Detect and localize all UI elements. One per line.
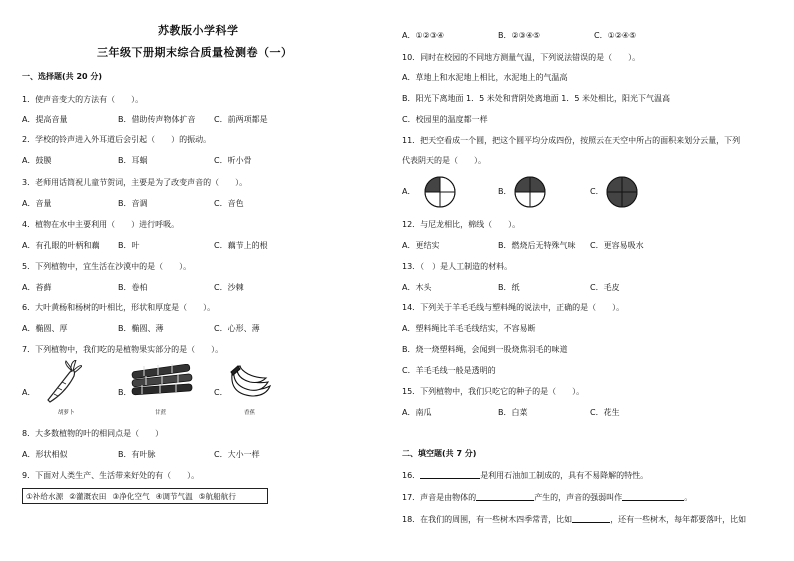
section-choice-heading: 一、选择题(共 20 分): [22, 72, 103, 81]
q1-option-b: B．借助传声物体扩音: [118, 115, 196, 124]
q16-blank[interactable]: [420, 471, 480, 479]
q12-option-b: B．燃烧后无特殊气味: [498, 241, 576, 250]
q2-option-a: A．鼓膜: [22, 156, 52, 165]
q17-suffix: 。: [684, 493, 693, 502]
q16-suffix: 是利用石油加工制成的，具有不易降解的特性。: [480, 471, 649, 480]
question-13: 13．（ ）是人工制造的材料。: [402, 262, 513, 271]
q2-option-c: C．听小骨: [214, 156, 252, 165]
cloud-cover-full-diagram: [605, 175, 639, 209]
q9-choice-3: ③净化空气: [112, 491, 150, 501]
q9-choice-1: ①补给水源: [26, 491, 64, 501]
q15-option-b: B．白菜: [498, 408, 528, 417]
q7-caption-sugarcane: 甘蔗: [155, 410, 167, 416]
q17-blank-2[interactable]: [622, 493, 684, 501]
q9-option-a: A．①②③④: [402, 31, 445, 40]
q6-option-b: B．椭圆、薄: [118, 324, 164, 333]
q9-choices-box: [22, 488, 268, 504]
q5-option-b: B．卷柏: [118, 283, 148, 292]
question-4: 4．植物在水中主要利用（ ）进行呼吸。: [22, 220, 180, 229]
q9-choice-5: ⑤航船航行: [198, 491, 236, 501]
q13-option-b: B．纸: [498, 283, 520, 292]
q6-option-a: A．椭圆、厚: [22, 324, 68, 333]
question-10: 10．同时在校园的不同地方测量气温，下列说法错误的是（ ）。: [402, 53, 641, 62]
question-7: 7．下列植物中，我们吃的是植物果实部分的是（ ）。: [22, 345, 224, 354]
q7-caption-banana: 香蕉: [244, 410, 256, 416]
question-12: 12．与尼龙相比，棉线（ ）。: [402, 220, 521, 229]
q9-option-c: C．①②④⑤: [594, 31, 637, 40]
question-18: [402, 514, 746, 525]
q10-option-a: A．草地上和水泥地上相比，水泥地上的气温高: [402, 73, 568, 82]
q1-option-c: C．前两项都是: [214, 115, 268, 124]
q10-option-c: C．校园里的温度都一样: [402, 115, 488, 124]
q12-option-c: C．更容易吸水: [590, 241, 644, 250]
q17-prefix: 17．声音是由物体的: [402, 493, 477, 502]
q7-option-b: B．: [118, 388, 132, 397]
q17-blank-1[interactable]: [476, 493, 534, 501]
question-5: 5．下列植物中，宜生活在沙漠中的是（ ）。: [22, 262, 192, 271]
question-16: [402, 470, 648, 481]
question-8: 8．大多数植物的叶的相同点是（ ）: [22, 429, 164, 438]
q4-option-a: A．有孔眼的叶柄和藕: [22, 241, 100, 250]
cloud-cover-half-diagram: [513, 175, 547, 209]
q9-choice-4: ④调节气温: [155, 491, 193, 501]
q5-option-a: A．苔藓: [22, 283, 52, 292]
q8-option-c: C．大小一样: [214, 450, 260, 459]
q8-option-b: B．有叶脉: [118, 450, 156, 459]
carrot-illustration: [40, 360, 82, 404]
q14-option-b: B．烧一烧塑料绳，会闻到一股烧焦羽毛的味道: [402, 345, 568, 354]
q12-option-a: A．更结实: [402, 241, 440, 250]
q3-option-a: A．音量: [22, 199, 52, 208]
q11-option-b: B．: [498, 187, 512, 196]
q4-option-b: B．叶: [118, 241, 140, 250]
doc-title-line2: 三年级下册期末综合质量检测卷（一）: [97, 46, 293, 59]
q6-option-c: C．心形、薄: [214, 324, 260, 333]
q18-middle: ，还有一些树木，每年都要落叶，比如: [610, 515, 747, 524]
question-6: 6．大叶黄杨和杨树的叶相比，形状和厚度是（ ）。: [22, 303, 216, 312]
q5-option-c: C．沙棘: [214, 283, 244, 292]
q7-option-c: C．: [214, 388, 228, 397]
doc-title-line1: 苏教版小学科学: [158, 24, 239, 37]
question-11-line2: 代表阴天的是（ ）。: [402, 156, 486, 165]
question-9: 9．下面对人类生产、生活带来好处的有（ ）。: [22, 471, 200, 480]
q11-option-a: A．: [402, 187, 416, 196]
question-14: 14．下列关于羊毛毛线与塑料绳的说法中，正确的是（ ）。: [402, 303, 625, 312]
q18-blank-1[interactable]: [572, 515, 610, 523]
q9-choice-2: ②灌溉农田: [69, 491, 107, 501]
section-fill-heading: 二、填空题(共 7 分): [402, 449, 477, 458]
q17-middle: 产生的，声音的强弱叫作: [534, 493, 623, 502]
q8-option-a: A．形状相似: [22, 450, 68, 459]
q2-option-b: B．耳蜗: [118, 156, 148, 165]
q4-option-c: C．藕节上的根: [214, 241, 268, 250]
q15-option-c: C．花生: [590, 408, 620, 417]
q13-option-c: C．毛皮: [590, 283, 620, 292]
question-11-line1: 11．把天空看成一个圆，把这个圆平均分成四份，按照云在天空中所占的面积来划分云量，下列: [402, 136, 741, 145]
cloud-cover-quarter-diagram: [423, 175, 457, 209]
q9-option-b: B．②③④⑤: [498, 31, 541, 40]
q10-option-b: B．阳光下离地面 1．5 米处和背阴处离地面 1．5 米处相比，阳光下气温高: [402, 94, 671, 103]
banana-illustration: [228, 364, 272, 402]
q7-option-a: A．: [22, 388, 36, 397]
question-17: [402, 492, 692, 503]
q15-option-a: A．南瓜: [402, 408, 432, 417]
sugarcane-illustration: [130, 364, 194, 400]
q18-prefix: 18．在我们的周围，有一些树木四季常青，比如: [402, 515, 573, 524]
q13-option-a: A．木头: [402, 283, 432, 292]
question-2: 2．学校的铃声进入外耳道后会引起（ ）的振动。: [22, 135, 212, 144]
question-1: 1．使声音变大的方法有（ ）。: [22, 95, 144, 104]
q3-option-b: B．音调: [118, 199, 148, 208]
q3-option-c: C．音色: [214, 199, 244, 208]
q7-caption-carrot: 胡萝卜: [58, 410, 75, 416]
q11-option-c: C．: [590, 187, 604, 196]
q14-option-c: C．羊毛毛线一般是透明的: [402, 366, 496, 375]
question-15: 15．下列植物中，我们只吃它的种子的是（ ）。: [402, 387, 585, 396]
q14-option-a: A．塑料绳比羊毛毛线结实，不容易断: [402, 324, 536, 333]
question-3: 3．老师用话筒祝儿童节贺词，主要是为了改变声音的（ ）。: [22, 178, 248, 187]
q1-option-a: A．提高音量: [22, 115, 68, 124]
q16-prefix: 16．: [402, 471, 421, 480]
